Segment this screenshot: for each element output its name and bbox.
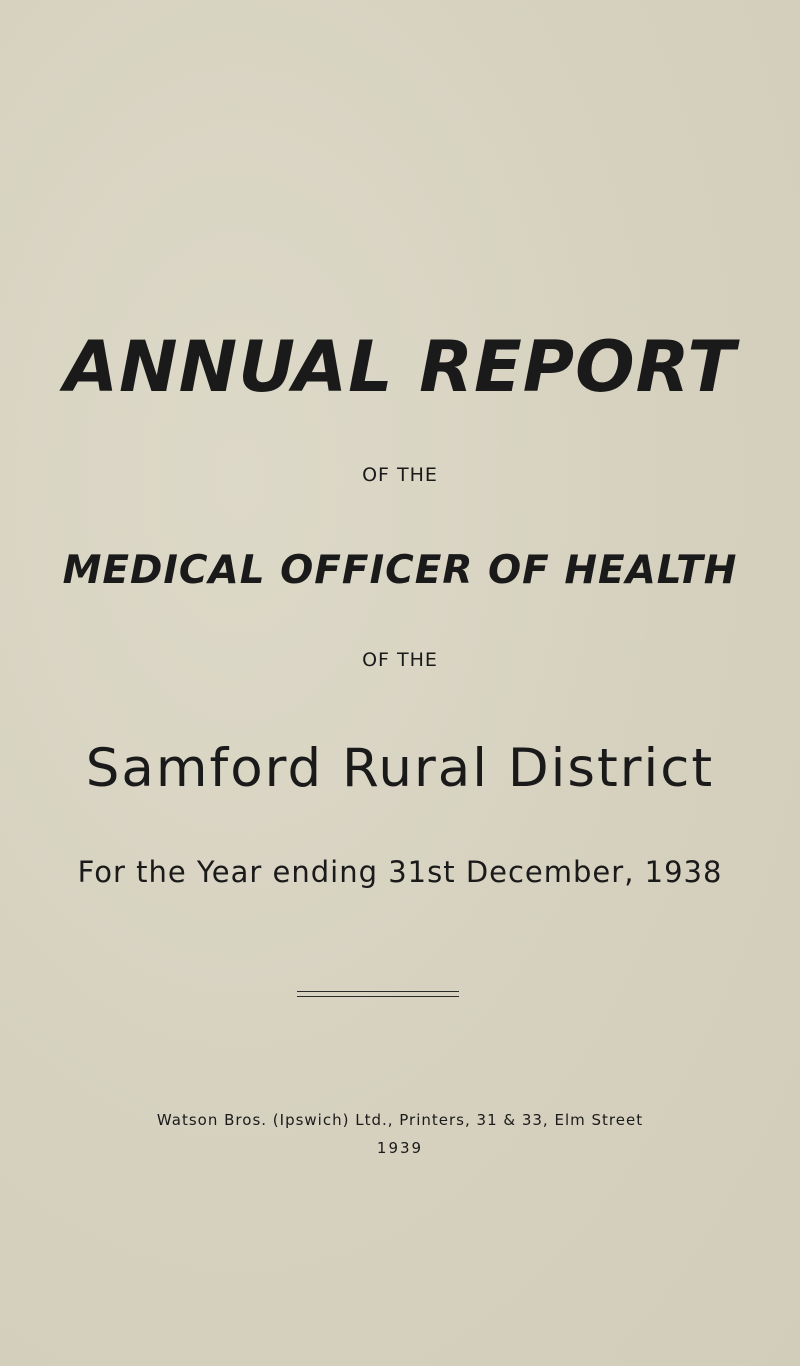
double-rule-bottom: [297, 996, 459, 997]
district-name: Samford Rural District: [85, 738, 715, 799]
of-the-line-2: OF THE: [362, 649, 438, 671]
report-title: ANNUAL REPORT: [63, 326, 737, 408]
report-period: For the Year ending 31st December, 1938: [77, 855, 723, 889]
printer-imprint: Watson Bros. (Ipswich) Ltd., Printers, 31 & 33, Elm Street: [156, 1111, 644, 1129]
printing-year: 1939: [376, 1139, 424, 1157]
officer-title: MEDICAL OFFICER OF HEALTH: [62, 548, 738, 593]
of-the-line-1: OF THE: [362, 464, 438, 486]
double-rule-top: [297, 991, 459, 992]
